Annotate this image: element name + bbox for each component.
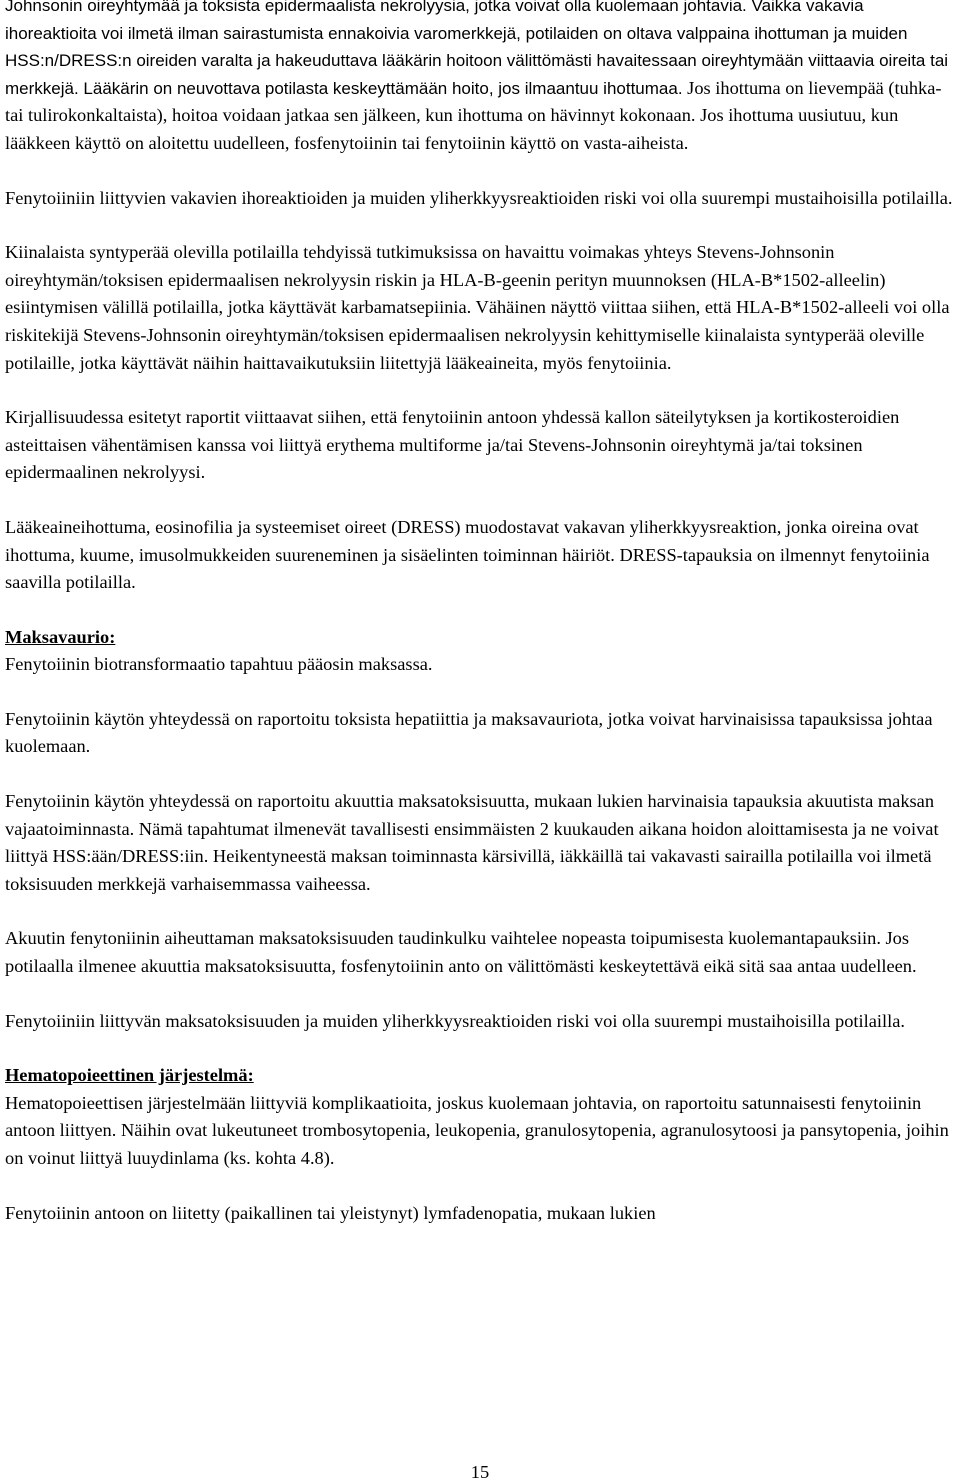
liver-section [5,624,955,679]
paragraph-liver-risk: Fenytoiiniin liittyvän maksatoksisuuden ja muiden yliherkkyysreaktioiden riski voi olla suurempi mustaihoisilla potilailla. [5,1010,906,1031]
intro-paragraph [5,0,955,158]
paragraph-dress: Lääkeaineihottuma, eosinofilia ja systeemiset oireet (DRESS) muodostavat vakavan yliherkkyysreaktion, jonka oireina ovat ihottuma, kuume, imusolmukkeiden suureneminen ja sisäelinten toiminnan häiriöt. DRESS-tapauksia on ilmennyt fenytoiinia saavilla potilailla. [5,516,930,593]
hematopoietic-text: Hematopoieettisen järjestelmään liittyviä komplikaatioita, joskus kuolemaan johtavia, on raportoitu satunnaisesti fenytoiinin antoon liittyen. Näihin ovat lukeutuneet trombosytopenia, leukopenia, granulosytopenia, agranulosytoosi ja pansytopenia, joihin on voinut liittyä luuydinlama (ks. kohta 4.8). [5,1092,949,1168]
intro-serif-text: Jos ihottuma on lievempää (tuhka- tai tulirokonkaltaista), hoitoa voidaan jatkaa sen jälkeen, kun ihottuma on hävinnyt kokonaan. Jos ihottuma uusiutuu, kun lääkkeen käyttö on aloitettu uudelleen, fosfenytoiinin tai fenytoiinin käyttö on vasta-aiheista. [5,77,942,153]
paragraph-literature: Kirjallisuudessa esitetyt raportit viittaavat siihen, että fenytoiinin antoon yhdessä kallon säteilytyksen ja kortikosteroidien asteittaisen vähentämisen kanssa voi liittyä erythema multiforme ja/tai Stevens-Johnsonin oireyhtymä ja/tai toksinen epidermaalinen nekrolyysi. [5,407,900,483]
document-page [5,0,955,1227]
page-number: 15 [470,1462,490,1482]
paragraph-course: Akuutin fenytoniinin aiheuttaman maksatoksisuuden taudinkulku vaihtelee nopeasta toipumisesta kuolemantapauksiin. Jos potilaalla ilmenee akuuttia maksatoksisuutta, fosfenytoiinin anto on välittömästi keskeytettävä eikä sitä saa antaa uudelleen. [5,928,917,977]
paragraph-acute-toxicity: Fenytoiinin käytön yhteydessä on raportoitu akuuttia maksatoksisuutta, mukaan lukien harvinaisia tapauksia akuutista maksan vajaatoiminnasta. Nämä tapahtumat ilmenevät tavallisesti ensimmäisten 2 kuukauden aikana hoidon aloittamisesta ja ne voivat liittyä HSS:ään/DRESS:iin. Heikentyneestä maksan toiminnasta kärsivillä, iäkkäillä tai vakavasti sairailla potilailla voi ilmetä toksisuuden merkkejä varhaisemmassa vaiheessa. [5,791,939,894]
liver-heading: Maksavaurio: [5,626,116,647]
intro-sans-text: Johnsonin oireyhtymää ja toksista epidermaalista nekrolyysia, jotka voivat olla kuolemaan johtavia. Vaikka vakavia ihoreaktioita voi ilmetä ilman sairastumista ennakoivia varomerkkejä, potilaiden on oltava valppaina ihottuman ja muiden HSS:n/DRESS:n oireiden varalta ja hakeuduttava lääkärin hoitoon välittömästi havaitessaan oireyhtymään viittaavia oireita tai merkkejä. Lääkärin on neuvottava potilasta keskeyttämään hoito, jos ilmaantuu ihottumaa. [5,0,949,98]
hematopoietic-heading: Hematopoieettinen järjestelmä: [5,1065,254,1086]
liver-intro: Fenytoiinin biotransformaatio tapahtuu pääosin maksassa. [5,654,433,675]
paragraph-hla: Kiinalaista syntyperää olevilla potilailla tehdyissä tutkimuksissa on havaittu voimakas yhteys Stevens-Johnsonin oireyhtymän/toksisen epidermaalisen nekrolyysin riskin ja HLA-B-geenin perityn muunnoksen (HLA-B*1502-alleelin) esiintymisen välillä potilailla, jotka käyttävät karbamatsepiinia. Vähäinen näyttö viittaa siihen, että HLA-B*1502-alleeli voi olla riskitekijä Stevens-Johnsonin oireyhtymän/toksisen epidermaalisen nekrolyysin kehittymiselle kiinalaista syntyperää oleville potilaille, jotka käyttävät näihin haittavaikutuksiin liitettyjä lääkeaineita, myös fenytoiinia. [5,242,950,373]
paragraph-lymphadenopathy: Fenytoiinin antoon on liitetty (paikallinen tai yleistynyt) lymfadenopatia, mukaan lukien [5,1202,656,1223]
hematopoietic-section [5,1062,955,1172]
paragraph-skin-risk: Fenytoiiniin liittyvien vakavien ihoreaktioiden ja muiden yliherkkyysreaktioiden riski voi olla suurempi mustaihoisilla potilailla. [5,187,953,208]
paragraph-hepatitis: Fenytoiinin käytön yhteydessä on raportoitu toksista hepatiittia ja maksavauriota, jotka voivat harvinaisissa tapauksissa johtaa kuolemaan. [5,708,933,757]
